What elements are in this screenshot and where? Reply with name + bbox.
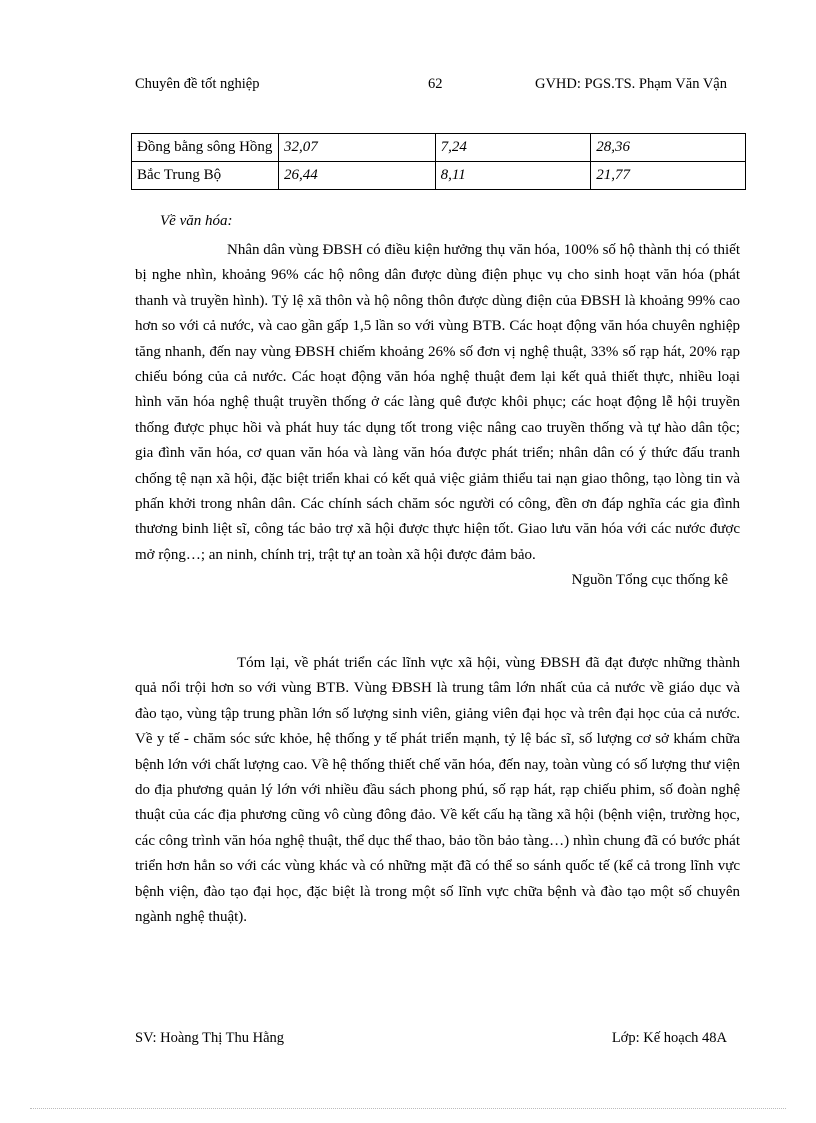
value-cell: 32,07: [278, 134, 435, 162]
section-heading: Về văn hóa:: [160, 213, 233, 229]
value-cell: 21,77: [591, 162, 746, 190]
value-cell: 7,24: [435, 134, 591, 162]
value-cell: 26,44: [278, 162, 435, 190]
region-cell: Đồng bằng sông Hồng: [132, 134, 279, 162]
page-header: [135, 76, 727, 96]
data-table: [131, 133, 746, 190]
value-cell: 8,11: [435, 162, 591, 190]
value-cell: 28,36: [591, 134, 746, 162]
page-bottom-divider: [30, 1108, 786, 1109]
header-advisor: GVHD: PGS.TS. Phạm Văn Vận: [534, 76, 727, 92]
footer-student: SV: Hoàng Thị Thu Hằng: [135, 1030, 285, 1046]
source-note: Nguồn Tổng cục thống kê: [571, 572, 728, 589]
culture-paragraph-text: Nhân dân vùng ĐBSH có điều kiện hưởng thụ văn hóa, 100% số hộ thành thị có thiết bị nghe nhìn, khoảng 96% các hộ nông dân được dùng điện phục vụ cho sinh hoạt văn hóa (phát thanh và truyền hình). Tỷ lệ xã thôn và hộ nông thôn được dùng điện của ĐBSH là khoảng 99% cao hơn so với cả nước, và cao gần gấp 1,5 lần so với vùng BTB. Các hoạt động văn hóa chuyên nghiệp tăng nhanh, đến nay vùng ĐBSH chiếm khoảng 26% số đơn vị nghệ thuật, 33% số rạp hát, 20% rạp chiếu bóng của cả nước. Các hoạt động văn hóa nghệ thuật đem lại kết quả thiết thực, nhiều loại hình văn hóa nghệ thuật truyền thống ở các làng quê được khôi phục; các hoạt động lễ hội truyền thống được phục hồi và phát huy tác dụng tốt trong việc nâng cao truyền thống và tự hào dân tộc; gia đình văn hóa, cơ quan văn hóa và làng văn hóa được phát triển; nhân dân có ý thức đấu tranh chống tệ nạn xã hội, đặc biệt triển khai có kết quả việc giảm thiểu tai nạn giao thông, tạo lòng tin và phấn khởi trong nhân dân. Các chính sách chăm sóc người có công, đền ơn đáp nghĩa các gia đình thương binh liệt sĩ, công tác bảo trợ xã hội được thực hiện tốt. Giao lưu văn hóa với các nước được mở rộng…; an ninh, chính trị, trật tự an toàn xã hội được đảm bảo.: [135, 242, 740, 563]
page-footer: [135, 1030, 727, 1050]
footer-class: Lớp: Kế hoạch 48A: [611, 1030, 727, 1046]
table-row: [132, 134, 746, 162]
culture-paragraph: [135, 238, 740, 594]
page-number: 62: [428, 76, 443, 92]
region-cell: Bắc Trung Bộ: [132, 162, 279, 190]
summary-paragraph: Tóm lại, về phát triển các lĩnh vực xã hội, vùng ĐBSH đã đạt được những thành quả nổi trội hơn so với vùng BTB. Vùng ĐBSH là trung tâm lớn nhất của cả nước về giáo dục và đào tạo, vùng tập trung phần lớn số lượng sinh viên, giảng viên đại học và trên đại học của cả nước. Về y tế - chăm sóc sức khỏe, hệ thống y tế phát triển mạnh, tỷ lệ bác sĩ, số lượng cơ sở khám chữa bệnh lớn với chất lượng cao. Về hệ thống thiết chế văn hóa, đến nay, toàn vùng có số lượng thư viện do địa phương quản lý lớn với nhiều đầu sách phong phú, số rạp hát, rạp chiếu phim, số đoàn nghệ thuật của các địa phương cũng vô cùng đông đảo. Về kết cấu hạ tầng xã hội (bệnh viện, trường học, các công trình văn hóa nghệ thuật, thể dục thể thao, bảo tồn bảo tàng…) nhìn chung đã có bước phát triển hơn hẳn so với các vùng khác và có những mặt đã có thể so sánh quốc tế (kể cả trong lĩnh vực bệnh viện, đào tạo đại học, đặc biệt là trong một số lĩnh vực chữa bệnh và đào tạo một số chuyên ngành nghệ thuật).: [135, 655, 740, 926]
header-document-title: Chuyên đề tốt nghiệp: [135, 76, 260, 92]
table-row: [132, 162, 746, 190]
